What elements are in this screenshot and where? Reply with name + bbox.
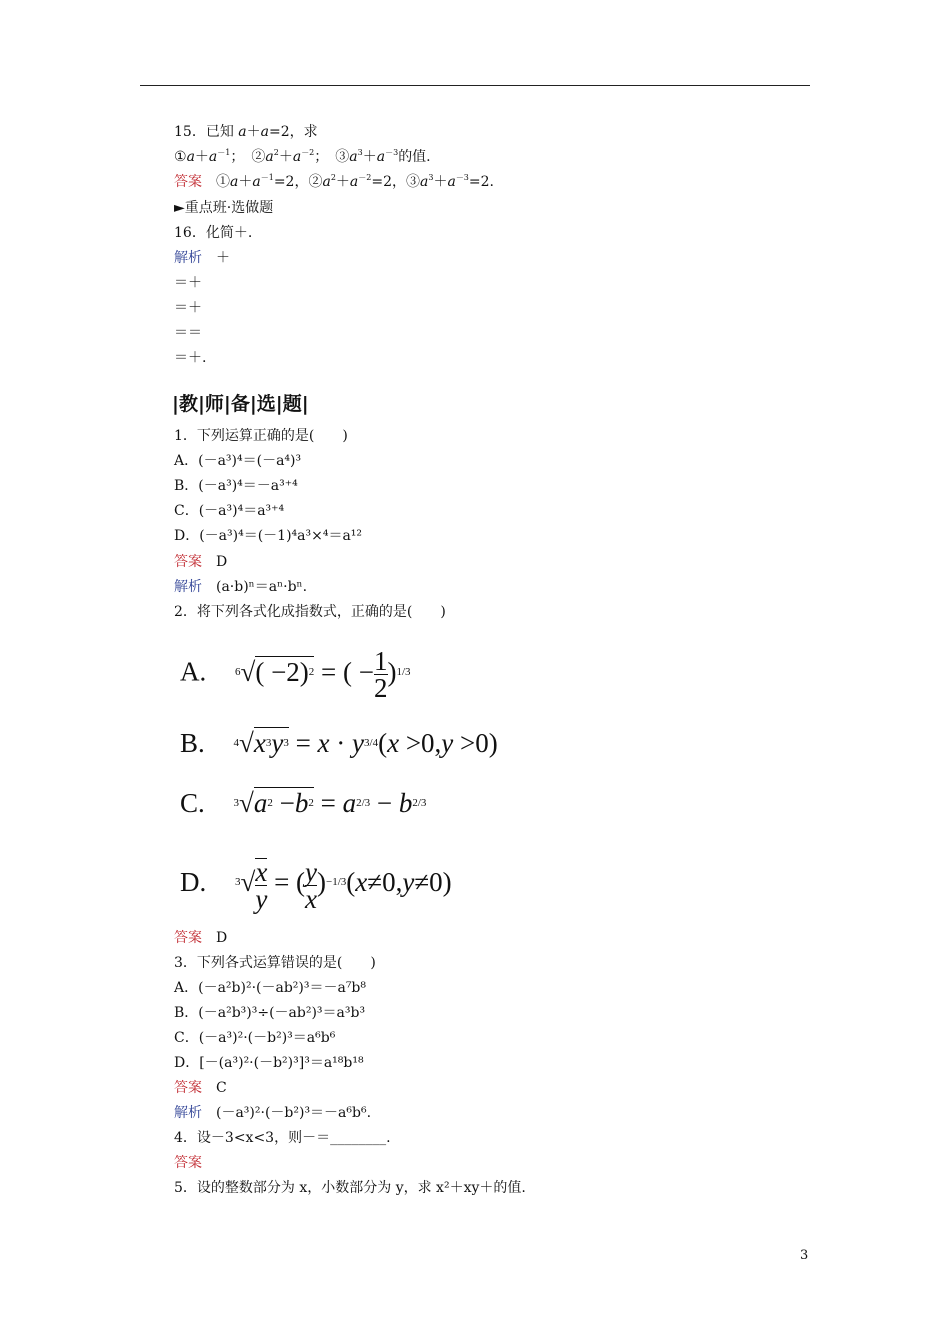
analysis-label: 解析 xyxy=(174,250,202,266)
q3-option-c: C．(－a³)²·(－b²)³＝a⁶b⁶ xyxy=(174,1030,336,1046)
q1-option-c: C．(－a³)⁴＝a³⁺⁴ xyxy=(174,503,285,519)
q1-option-a: A．(－a³)⁴＝(－a⁴)³ xyxy=(174,453,302,469)
q5-stem: 5．设的整数部分为 x，小数部分为 y，求 x²＋xy＋的值. xyxy=(174,1180,526,1196)
q15-stem: 15．已知 a＋a=2，求 xyxy=(174,124,318,140)
header-rule xyxy=(140,85,810,86)
q2-formula-b: B. $^4√x^3y^3 = x \cdot y^{3/4}(x >0,y >0)$ xyxy=(180,728,498,758)
q3-answer: 答案 C xyxy=(174,1080,227,1096)
q16-stem: 16．化简＋. xyxy=(174,225,253,241)
q2-formula-d: D. $^3$√ $\frac{x}{y}$ = ( $\frac{y}{x}$ )$^{-1/3}$(x≠0,y≠0) xyxy=(180,856,452,914)
q4-answer-label: 答案 xyxy=(174,1155,202,1171)
q1-option-b: B．(－a³)⁴＝－a³⁺⁴ xyxy=(174,478,298,494)
q16-step-1: ＝＋ xyxy=(174,275,202,291)
q1-answer: 答案 D xyxy=(174,554,228,570)
q1-option-d: D．(－a³)⁴＝(－1)⁴a³×⁴＝a¹² xyxy=(174,528,363,544)
q1-stem: 1．下列运算正确的是( ) xyxy=(174,428,348,444)
q1-analysis: 解析 (a·b)ⁿ＝aⁿ·bⁿ. xyxy=(174,579,308,595)
q16-step-2: ＝＋ xyxy=(174,300,202,316)
section-mark: ►重点班·选做题 xyxy=(174,200,274,216)
q15-answer: 答案 $①a+a^{-1}=2$，$②a^2+a^{-2}=2$，$③a^3+a^{-3}=2$. xyxy=(174,173,494,190)
q2-formula-a: A. $^6√( -2)^2$ = ( − $\frac{1}{2}$ )$^{1/3}$ xyxy=(180,646,411,703)
q3-analysis: 解析 (－a³)²·(－b²)³＝－a⁶b⁶. xyxy=(174,1105,372,1121)
section-title: |教|师|备|选|题| xyxy=(172,393,309,415)
q16-analysis: 解析 ＋ xyxy=(174,250,230,266)
q3-option-a: A．(－a²b)²·(－ab²)³＝－a⁷b⁸ xyxy=(174,980,367,996)
q4-stem: 4．设－3<x<3，则－＝________. xyxy=(174,1130,391,1146)
q2-answer: 答案 D xyxy=(174,930,228,946)
q16-step-3: ＝＝ xyxy=(174,325,202,341)
q3-option-b: B．(－a²b³)³÷(－ab²)³＝a³b³ xyxy=(174,1005,366,1021)
q3-stem: 3．下列各式运算错误的是( ) xyxy=(174,955,376,971)
answer-label: 答案 xyxy=(174,174,202,190)
q16-step-4: ＝＋. xyxy=(174,350,207,366)
q15-parts: $①a+a^{-1}$； $②a^2+a^{-2}$； $③a^3+a^{-3}$的值. xyxy=(174,148,431,165)
page-number: 3 xyxy=(800,1248,809,1263)
q3-option-d: D．[－(a³)²·(－b²)³]³＝a¹⁸b¹⁸ xyxy=(174,1055,364,1071)
q2-formula-c: C. $^3√a^2 -b^2 = a^{2/3} - b^{2/3}$ xyxy=(180,788,427,818)
q2-stem: 2．将下列各式化成指数式，正确的是( ) xyxy=(174,604,446,620)
